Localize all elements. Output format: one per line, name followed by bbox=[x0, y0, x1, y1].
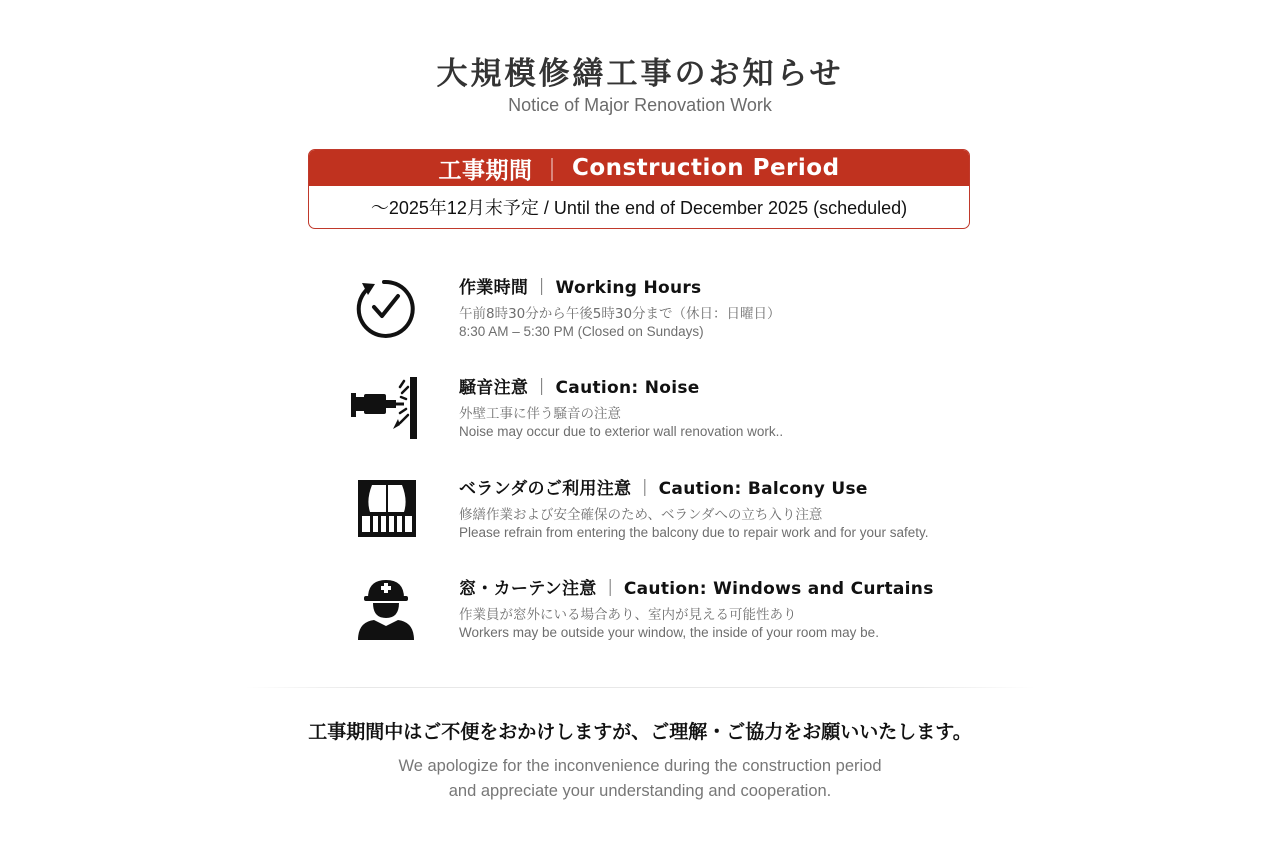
item-heading bbox=[459, 373, 700, 398]
closing-message-en-line1: We apologize for the inconvenience during the construction period bbox=[398, 757, 882, 775]
item-heading-en: Working Hours bbox=[555, 278, 702, 298]
item-description-jp: 作業員が窓外にいる場合あり、室内が見える可能性あり bbox=[459, 607, 797, 623]
item-heading-jp: 作業時間 bbox=[459, 278, 529, 298]
section-divider bbox=[245, 687, 1035, 688]
notice-item-balcony bbox=[0, 474, 1280, 554]
notice-item-working-hours bbox=[0, 273, 1280, 353]
period-heading-separator: ｜ bbox=[540, 157, 564, 184]
construction-period-text: ～2025年12月末予定 / Until the end of December 2025 (scheduled) bbox=[370, 198, 908, 218]
item-heading-separator: ｜ bbox=[533, 278, 551, 298]
period-heading-jp: 工事期間 bbox=[438, 157, 533, 184]
closing-message-en-line2: and appreciate your understanding and cooperation. bbox=[448, 782, 832, 800]
item-heading bbox=[459, 474, 868, 499]
item-heading-separator: ｜ bbox=[636, 479, 654, 499]
item-heading-separator: ｜ bbox=[533, 378, 551, 398]
item-heading-en: Caution: Noise bbox=[555, 378, 700, 398]
page-subtitle: Notice of Major Renovation Work bbox=[508, 95, 772, 115]
item-heading-jp: ベランダのご利用注意 bbox=[459, 479, 632, 499]
item-heading-en: Caution: Balcony Use bbox=[658, 479, 868, 499]
page-title: 大規模修繕工事のお知らせ bbox=[436, 56, 844, 92]
closing-message-jp: 工事期間中はご不便をおかけしますが、ご理解・ご協力をお願いいたします。 bbox=[308, 721, 972, 743]
construction-period-box bbox=[308, 149, 970, 229]
clock-icon bbox=[348, 273, 420, 345]
item-heading-jp: 窓・カーテン注意 bbox=[459, 579, 597, 599]
worker-helmet-icon bbox=[348, 574, 420, 646]
item-description-jp: 外壁工事に伴う騒音の注意 bbox=[459, 406, 621, 422]
item-description-en: 8:30 AM – 5:30 PM (Closed on Sundays) bbox=[459, 324, 704, 339]
item-description-en: Please refrain from entering the balcony due to repair work and for your safety. bbox=[459, 525, 929, 540]
item-description-en: Noise may occur due to exterior wall renovation work.. bbox=[459, 424, 784, 439]
closing-message-en bbox=[0, 754, 1280, 804]
notice-item-noise bbox=[0, 373, 1280, 453]
item-heading bbox=[459, 273, 701, 298]
item-description-en: Workers may be outside your window, the inside of your room may be. bbox=[459, 625, 879, 640]
balcony-curtain-icon bbox=[348, 474, 420, 546]
item-heading-separator: ｜ bbox=[601, 579, 619, 599]
construction-period-header bbox=[309, 150, 969, 186]
item-description-jp: 修繕作業および安全確保のため、ベランダへの立ち入り注意 bbox=[459, 507, 823, 523]
item-heading bbox=[459, 574, 934, 599]
item-heading-en: Caution: Windows and Curtains bbox=[623, 579, 934, 599]
period-heading-en: Construction Period bbox=[571, 155, 840, 181]
notice-item-windows-curtains bbox=[0, 574, 1280, 654]
item-description-jp: 午前8時30分から午後5時30分まで（休日：日曜日） bbox=[459, 306, 781, 322]
item-heading-jp: 騒音注意 bbox=[459, 378, 529, 398]
drill-noise-icon bbox=[348, 373, 420, 445]
